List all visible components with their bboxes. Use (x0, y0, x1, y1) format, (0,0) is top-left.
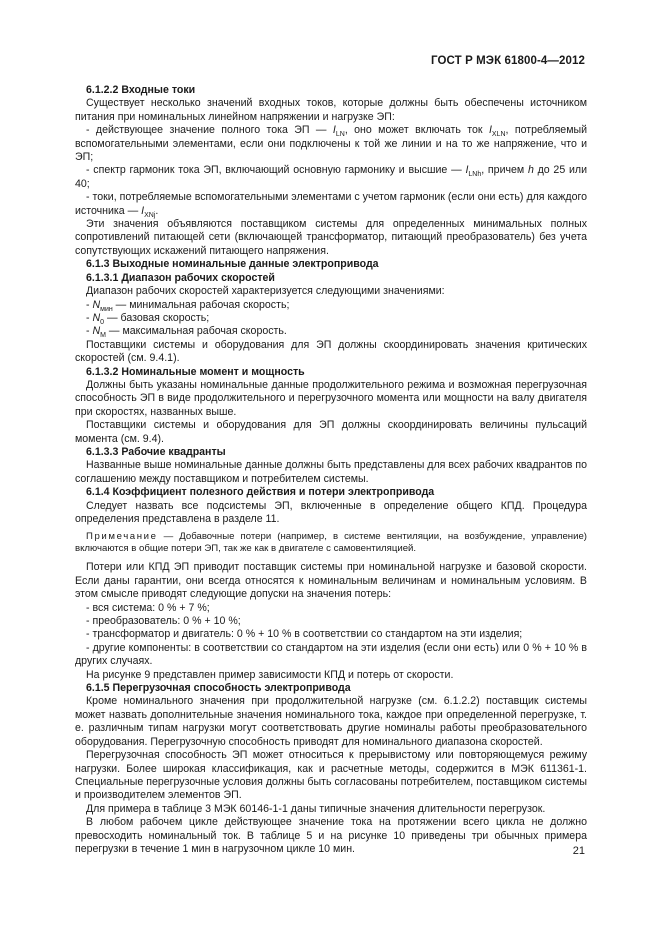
section-heading-6-1-5: 6.1.5 Перегрузочная способность электропривода (86, 682, 351, 695)
section-heading-6-1-4: 6.1.4 Коэффициент полезного действия и потери электропривода (86, 486, 435, 499)
paragraph: Названные выше номинальные данные должны быть представлены для всех рабочих квадрантов по соглашению между поставщиком и потребителем системы. (75, 459, 587, 485)
paragraph: Поставщики системы и оборудования для ЭП должны скоординировать значения критических скоростей (см. 9.4.1). (75, 338, 587, 365)
paragraph: Потери или КПД ЭП приводит поставщик системы при номинальной нагрузке и базовой скорости. Если даны гарантии, они всегда относятся к номинальным величинам и номинальным условиям. В этом смысле приводят следующие допуски на значения потерь: (75, 561, 587, 601)
section-heading-6-1-3-1: 6.1.3.1 Диапазон рабочих скоростей (86, 271, 275, 284)
paragraph: Перегрузочная способность ЭП может относиться к прерывистому или повторяющемуся режиму нагрузки. Более широкая классификация, как и расчетные методы, содержится в МЭК 611361-1. Специальные перегрузочные условия должны быть согласованы потребителем, поставщиком системы и производителем элементов ЭП. (75, 749, 587, 802)
paragraph: Для примера в таблице 3 МЭК 60146-1-1 даны типичные значения длительности перегрузок. (86, 802, 546, 815)
list-item: - $N_0$ — базовая скорость; (86, 311, 210, 327)
list-item: - трансформатор и двигатель: 0 % + 10 % в соответствии со стандартом на эти изделия; (86, 628, 523, 641)
section-heading-6-1-3: 6.1.3 Выходные номинальные данные электропривода (86, 258, 379, 271)
list-item: - $N_{мин}$ — минимальная рабочая скорость; (86, 298, 290, 313)
paragraph: Диапазон рабочих скоростей характеризуется следующими значениями: (86, 285, 445, 298)
list-item: - преобразователь: 0 % + 10 %; (86, 615, 241, 628)
paragraph: Должны быть указаны номинальные данные продолжительного режима и возможная перегрузочная способность ЭП в виде продолжительного и перегрузочного момента или мощности на валу двигателя при скоростях, названных выше. (75, 378, 587, 418)
list-item: - вся система: 0 % + 7 %; (86, 601, 210, 614)
page-header: ГОСТ Р МЭК 61800-4—2012 (431, 55, 585, 67)
list-item: - $N_M$ — максимальная рабочая скорость. (86, 325, 287, 340)
document-body (75, 84, 587, 856)
section-heading-6-1-3-3: 6.1.3.3 Рабочие квадранты (86, 445, 226, 458)
paragraph: Эти значения объявляются поставщиком системы для определенных минимальных полных сопротивлений питающей сети (включающей трансформатор, питающий преобразователь) без учета сопутствующих искажений питающего напряжения. (75, 218, 587, 257)
paragraph: Следует назвать все подсистемы ЭП, включенные в определение общего КПД. Процедура определения представлена в разделе 11. (75, 499, 587, 525)
section-heading-6-1-2-2: 6.1.2.2 Входные токи (86, 84, 196, 96)
paragraph: Существует несколько значений входных токов, которые должны быть обеспечены источником питания при номинальных линейном напряжении и нагрузке ЭП: (75, 97, 587, 123)
list-item: - токи, потребляемые вспомогательными элементами с учетом гармоник (если они есть) для каждого источника — $I_{XNj}$. (75, 191, 587, 219)
page-number: 21 (572, 845, 585, 857)
section-heading-6-1-3-2: 6.1.3.2 Номинальные момент и мощность (86, 365, 305, 378)
paragraph: На рисунке 9 представлен пример зависимости КПД и потерь от скорости. (86, 668, 454, 681)
list-item: - другие компоненты: в соответствии со стандартом на эти изделия (если они есть) или 0 % + 10 % в других случаях. (75, 641, 587, 668)
paragraph: Поставщики системы и оборудования для ЭП должны скоординировать величины пульсаций момента (см. 9.4). (75, 419, 587, 445)
paragraph: В любом рабочем цикле действующее значение тока на протяжении всего цикла не должно превосходить номинальный ток. В таблице 5 и на рисунке 10 приведены три обычных примера перегрузки в течение 1 мин в нагрузочном цикле 10 мин. (75, 816, 587, 855)
note: Примечание — Добавочные потери (например, в системе вентиляции, на возбуждение, управление) включаются в общие потери ЭП, так же как в двигателе с самовентиляцией. (75, 531, 587, 555)
list-item: - действующее значение полного тока ЭП — $I_{LN}$, оно может включать ток $I_{XLN}$, потребляемый вспомогательными элементами, если они подключены к той же линии и на то же напряжение, что и ЭП; (75, 124, 588, 164)
list-item: - спектр гармоник тока ЭП, включающий основную гармонику и высшие — $I_{LNh}$, причем h до 25 или 40; (75, 164, 587, 190)
note-label: Примечание (86, 531, 158, 543)
paragraph: Кроме номинального значения при продолжительной нагрузке (см. 6.1.2.2) поставщик системы может назвать дополнительные значения номинального тока, каждое при определенной перегрузке, т. е. различным типам нагрузки могут соответствовать другие номиналы работы преобразовательного оборудования. Перегрузочную способность приводят для номинального диапазона скоростей. (75, 695, 587, 748)
